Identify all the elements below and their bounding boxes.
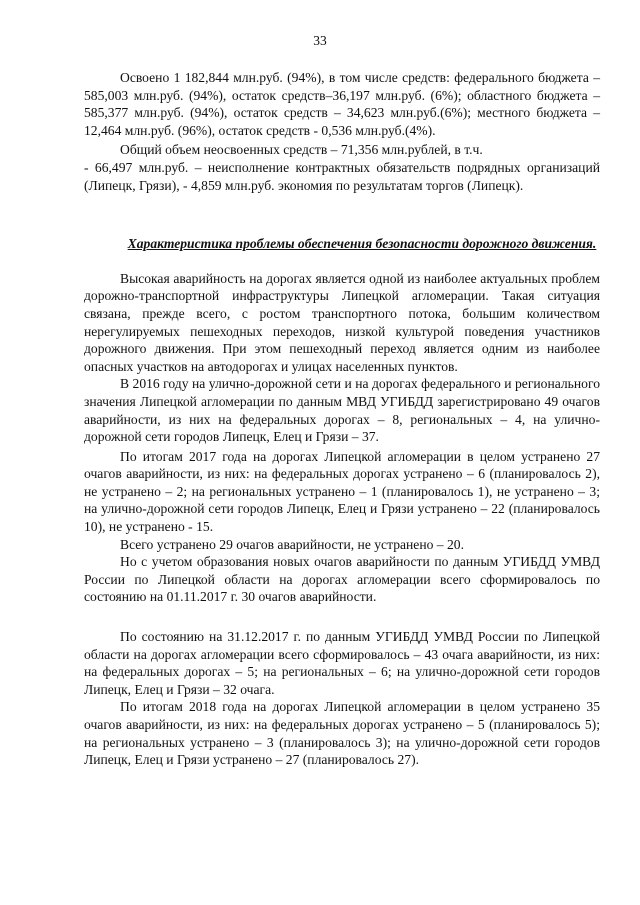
paragraph-accident-rate: Высокая аварийность на дорогах является одной из наиболее актуальных проблем дорожно-транспортной инфраструктуры Липецкой агломерации. Такая ситуация связана, прежде всего, с ростом транспортного потока, большим количеством нерегулируемых пешеходных переходов, низкой культурой поведения участников дорожного движения. При этом пешеходный переход является одним из наиболее опасных участков на автодорогах и улицах населенных пунктов. <box>84 270 600 374</box>
paragraph-funding: Освоено 1 182,844 млн.руб. (94%), в том числе средств: федерального бюджета – 585,003 млн.руб. (94%), остаток средств–36,197 млн.руб. (6%); областного бюджета – 585,377 млн.руб. (94%), остаток средств – 34,623 млн.руб.(6%); местного бюджета – 12,464 млн.руб. (96%), остаток средств - 0,536 млн.руб.(4%). <box>84 70 600 138</box>
paragraph-unspent-total: Общий объем неосвоенных средств – 71,356 млн.рублей, в т.ч. <box>120 142 483 158</box>
paragraph-2017-results: По итогам 2017 года на дорогах Липецкой агломерации в целом устранено 27 очагов аварийности, из них: на федеральных дорогах устранено – 6 (планировалось 2), не устранено – 2; на региональных устранено – 1 (планировалось 1), не устранено – 3; на улично-дорожной сети городов Липецк, Елец и Грязи устранено – 22 (планировалось 10), не устранено - 15. <box>84 448 600 535</box>
section-heading: Характеристика проблемы обеспечения безопасности дорожного движения. <box>127 236 597 252</box>
paragraph-2016: В 2016 году на улично-дорожной сети и на дорогах федерального и регионального значения Липецкой агломерации по данным МВД УГИБДД зарегистрировано 49 очагов аварийности, из них на федеральных дорогах – 8, региональных – 4, на улично-дорожной сети городов Липецк, Елец и Грязи – 37. <box>84 376 600 445</box>
paragraph-new-hotspots: Но с учетом образования новых очагов аварийности по данным УГИБДД УМВД России по Липецкой области на дорогах агломерации всего сформировалось по состоянию на 01.11.2017 г. 30 очагов аварийности. <box>84 554 600 605</box>
paragraph-2018-results: По итогам 2018 года на дорогах Липецкой агломерации в целом устранено 35 очагов аварийности, из них: на федеральных дорогах устранено – 5 (планировалось 5); на региональных устранено – 3 (планировалось 3); на улично-дорожной сети городов Липецк, Елец и Грязи устранено – 27 (планировалось 27). <box>84 699 600 768</box>
paragraph-status-2017-12-31: По состоянию на 31.12.2017 г. по данным УГИБДД УМВД России по Липецкой области на дорогах агломерации всего сформировалось – 43 очага аварийности, из них: на федеральных дорогах – 5; на региональных – 6; на улично-дорожной сети городов Липецк, Елец и Грязи – 32 очага. <box>84 629 600 697</box>
paragraph-2017-total: Всего устранено 29 очагов аварийности, не устранено – 20. <box>120 536 464 552</box>
paragraph-unspent-details: - 66,497 млн.руб. – неисполнение контрактных обязательств подрядных организаций (Липецк, Грязи), - 4,859 млн.руб. экономия по результатам торгов (Липецк). <box>84 159 600 193</box>
document-body <box>84 69 600 769</box>
page-number: 33 <box>313 33 327 48</box>
